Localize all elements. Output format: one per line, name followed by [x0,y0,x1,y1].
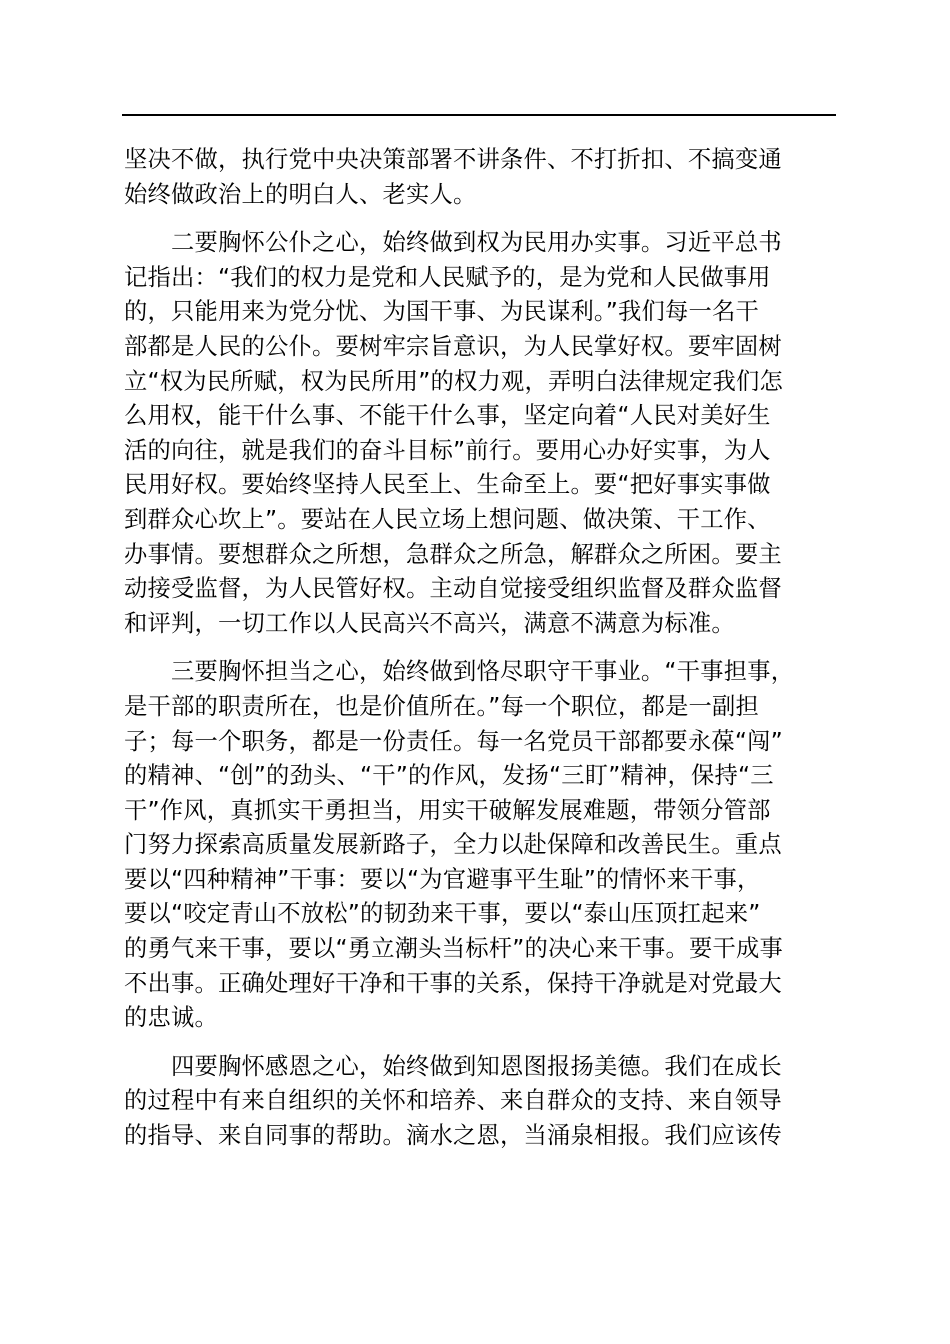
text-line: 要以“咬定青山不放松”的韧劲来干事，要以“泰山压顶扛起来” [124,900,761,928]
text-line: 门努力探索高质量发展新路子，全力以赴保障和改善民生。重点 [124,831,782,859]
text-line: 要以“四种精神”干事：要以“为官避事平生耻”的情怀来干事， [124,865,761,893]
text-line: 部都是人民的公仆。要树牢宗旨意识，为人民掌好权。要牢固树 [124,332,782,360]
text-line: 是干部的职责所在，也是价值所在。”每一个职位，都是一副担 [124,692,760,720]
text-line: 的过程中有来自组织的关怀和培养、来自群众的支持、来自领导 [124,1087,782,1115]
paragraph-1 [124,143,836,212]
text-line: 记指出：“我们的权力是党和人民赋予的，是为党和人民做事用 [124,263,771,291]
text-line: 坚决不做，执行党中央决策部署不讲条件、不打折扣、不搞变通 [124,146,782,173]
text-line: 的指导、来自同事的帮助。滴水之恩，当涌泉相报。我们应该传 [124,1122,782,1150]
text-line: 立“权为民所赋，权为民所用”的权力观，弄明白法律规定我们怎 [124,367,783,395]
text-line: 二要胸怀公仆之心，始终做到权为民用办实事。习近平总书 [171,229,782,257]
text-line: 三要胸怀担当之心，始终做到恪尽职守干事业。“干事担事， [171,658,795,686]
text-line: 到群众心坎上”。要站在人民立场上想问题、做决策、干工作、 [124,505,771,533]
paragraph-2 [124,226,836,641]
header-rule [122,114,836,116]
text-line: 民用好权。要始终坚持人民至上、生命至上。要“把好事实事做 [124,471,771,499]
text-line: 干”作风，真抓实干勇担当，用实干破解发展难题，带领分管部 [124,796,771,824]
text-line: 的，只能用来为党分忧、为国干事、为民谋利。”我们每一名干 [124,298,760,326]
text-line: 活的向往，就是我们的奋斗目标”前行。要用心办好实事，为人 [124,436,771,464]
text-line: 的精神、“创”的劲头、“干”的作风，发扬“三盯”精神，保持“三 [124,762,774,790]
text-line: 子；每一个职务，都是一份责任。每一名党员干部都要永葆“闯” [124,727,783,755]
text-line: 不出事。正确处理好干净和干事的关系，保持干净就是对党最大 [124,969,782,997]
text-line: 的忠诚。 [124,1004,218,1032]
text-line: 和评判，一切工作以人民高兴不高兴，满意不满意为标准。 [124,609,735,637]
text-line: 办事情。要想群众之所想，急群众之所急，解群众之所困。要主 [124,540,782,568]
paragraph-4 [124,1050,836,1154]
text-line: 的勇气来干事，要以“勇立潮头当标杆”的决心来干事。要干成事 [124,935,783,963]
text-line: 始终做政治上的明白人、老实人。 [124,180,477,208]
text-line: 么用权，能干什么事、不能干什么事，坚定向着“人民对美好生 [124,402,771,430]
text-line: 动接受监督，为人民管好权。主动自觉接受组织监督及群众监督 [124,575,782,603]
paragraph-3 [124,655,836,1036]
text-line: 四要胸怀感恩之心，始终做到知恩图报扬美德。我们在成长 [171,1052,782,1080]
document-body [124,143,836,1154]
